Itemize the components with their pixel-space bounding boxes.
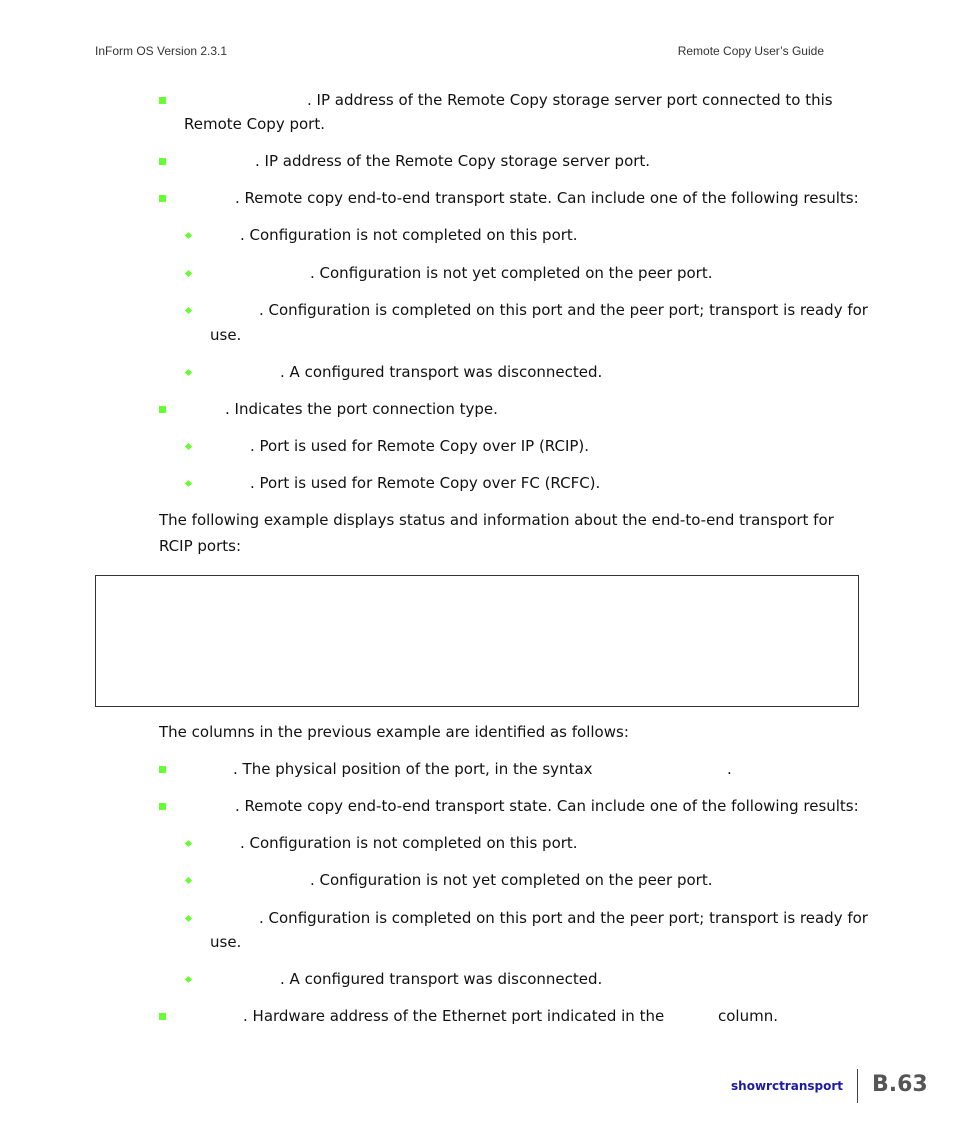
text-segment: column. (718, 1007, 778, 1025)
diamond-bullet-icon (185, 369, 192, 376)
text-segment: . Configuration is not completed on this port. (240, 834, 578, 852)
diamond-bullet-icon (185, 443, 192, 450)
running-header-left: InForm OS Version 2.3.1 (95, 44, 228, 58)
text-segment: The following example displays status and information about the end-to-end transport for (159, 511, 834, 529)
text-segment: . A configured transport was disconnected. (280, 363, 603, 381)
text-segment: . Configuration is not completed on this port. (240, 226, 578, 244)
text-segment: . Remote copy end-to-end transport state. Can include one of the following results: (235, 797, 859, 815)
square-bullet-icon (159, 766, 166, 773)
text-segment: The columns in the previous example are identified as follows: (159, 723, 629, 741)
text-segment: . Configuration is completed on this port and the peer port; transport is ready for (259, 301, 868, 319)
text-segment: . Configuration is not yet completed on the peer port. (310, 871, 713, 889)
text-segment: RCIP ports: (159, 537, 242, 555)
text-segment: . A configured transport was disconnected. (280, 970, 603, 988)
text-segment: . IP address of the Remote Copy storage server port. (255, 152, 651, 170)
text-segment: . The physical position of the port, in the syntax (233, 760, 593, 778)
footer-divider (857, 1069, 858, 1103)
square-bullet-icon (159, 1013, 166, 1020)
square-bullet-icon (159, 195, 166, 202)
footer-section-title[interactable]: showrctransport (731, 1079, 843, 1093)
diamond-bullet-icon (185, 840, 192, 847)
diamond-bullet-icon (185, 232, 192, 239)
page-number: B.63 (872, 1072, 928, 1097)
diamond-bullet-icon (185, 307, 192, 314)
diamond-bullet-icon (185, 480, 192, 487)
square-bullet-icon (159, 97, 166, 104)
diamond-bullet-icon (185, 270, 192, 277)
text-segment: . (727, 760, 732, 778)
square-bullet-icon (159, 406, 166, 413)
text-segment: . Remote copy end-to-end transport state. Can include one of the following results: (235, 189, 859, 207)
text-segment: . Hardware address of the Ethernet port indicated in the (243, 1007, 665, 1025)
text-segment: . IP address of the Remote Copy storage server port connected to this (307, 91, 833, 109)
square-bullet-icon (159, 803, 166, 810)
text-segment: . Configuration is completed on this port and the peer port; transport is ready for (259, 909, 868, 927)
text-segment: . Indicates the port connection type. (225, 400, 498, 418)
diamond-bullet-icon (185, 877, 192, 884)
diamond-bullet-icon (185, 976, 192, 983)
code-example-box (95, 575, 859, 707)
square-bullet-icon (159, 158, 166, 165)
text-segment: Remote Copy port. (184, 115, 325, 133)
text-segment: use. (210, 326, 242, 344)
running-header-right: Remote Copy User’s Guide (677, 44, 824, 58)
diamond-bullet-icon (185, 915, 192, 922)
text-segment: . Port is used for Remote Copy over FC (RCFC). (250, 474, 601, 492)
text-segment: . Port is used for Remote Copy over IP (RCIP). (250, 437, 590, 455)
text-segment: use. (210, 933, 242, 951)
text-segment: . Configuration is not yet completed on the peer port. (310, 264, 713, 282)
